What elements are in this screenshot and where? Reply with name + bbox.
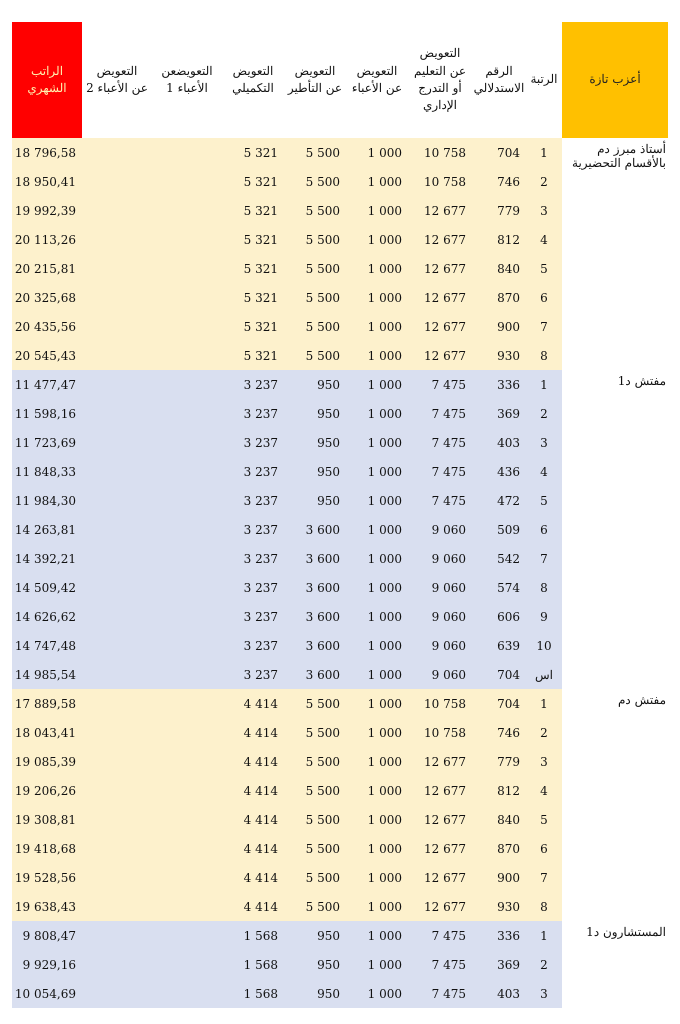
cell-supervision: 3 600 xyxy=(284,544,346,573)
cell-complementary: 3 237 xyxy=(222,544,284,573)
cell-allowance-burden-1 xyxy=(152,544,222,573)
cell-supervision: 3 600 xyxy=(284,573,346,602)
cell-supervision: 5 500 xyxy=(284,196,346,225)
cell-allowance-burden-1 xyxy=(152,225,222,254)
cell-burdens: 1 000 xyxy=(346,747,408,776)
cell-allowance-burden-1 xyxy=(152,631,222,660)
cell-allowance-burden-2 xyxy=(82,921,152,950)
cell-grade: 1 xyxy=(526,689,562,718)
cell-salary: 9 929,16 xyxy=(12,950,82,979)
cell-index: 369 xyxy=(472,399,526,428)
cell-salary: 19 992,39 xyxy=(12,196,82,225)
cell-grade: 1 xyxy=(526,370,562,399)
cell-grade: 5 xyxy=(526,254,562,283)
cell-salary: 18 043,41 xyxy=(12,718,82,747)
cell-supervision: 5 500 xyxy=(284,341,346,370)
cell-index: 403 xyxy=(472,428,526,457)
cell-burdens: 1 000 xyxy=(346,457,408,486)
cell-grade: 2 xyxy=(526,718,562,747)
cell-index: 472 xyxy=(472,486,526,515)
cell-allowance-burden-2 xyxy=(82,776,152,805)
cell-allowance-burden-2 xyxy=(82,602,152,631)
cell-salary: 20 545,43 xyxy=(12,341,82,370)
category-label-line: أستاذ مبرز دم xyxy=(597,142,666,156)
cell-burdens: 1 000 xyxy=(346,254,408,283)
cell-allowance-burden-2 xyxy=(82,660,152,689)
header-row xyxy=(12,22,668,138)
cell-grade: 7 xyxy=(526,863,562,892)
category-label xyxy=(562,689,668,921)
cell-salary: 10 054,69 xyxy=(12,979,82,1008)
cell-salary: 20 113,26 xyxy=(12,225,82,254)
cell-grade: 8 xyxy=(526,892,562,921)
cell-allowance-burden-2 xyxy=(82,834,152,863)
cell-index: 870 xyxy=(472,834,526,863)
cell-complementary: 5 321 xyxy=(222,254,284,283)
table-row xyxy=(12,921,668,950)
cell-allowance-burden-2 xyxy=(82,341,152,370)
cell-allowance-burden-1 xyxy=(152,370,222,399)
cell-complementary: 1 568 xyxy=(222,950,284,979)
cell-supervision: 5 500 xyxy=(284,312,346,341)
table-row xyxy=(12,370,668,399)
cell-education: 12 677 xyxy=(408,892,472,921)
cell-burdens: 1 000 xyxy=(346,979,408,1008)
cell-burdens: 1 000 xyxy=(346,138,408,167)
cell-education: 12 677 xyxy=(408,283,472,312)
cell-allowance-burden-2 xyxy=(82,428,152,457)
cell-supervision: 5 500 xyxy=(284,283,346,312)
cell-education: 9 060 xyxy=(408,660,472,689)
cell-burdens: 1 000 xyxy=(346,718,408,747)
cell-supervision: 5 500 xyxy=(284,689,346,718)
cell-salary: 14 626,62 xyxy=(12,602,82,631)
cell-salary: 20 215,81 xyxy=(12,254,82,283)
cell-education: 7 475 xyxy=(408,399,472,428)
header-burdens: التعويض عن الأعباء xyxy=(351,63,403,95)
cell-complementary: 4 414 xyxy=(222,689,284,718)
cell-education: 12 677 xyxy=(408,834,472,863)
cell-complementary: 1 568 xyxy=(222,979,284,1008)
cell-index: 639 xyxy=(472,631,526,660)
cell-index: 542 xyxy=(472,544,526,573)
cell-salary: 14 509,42 xyxy=(12,573,82,602)
cell-grade: 5 xyxy=(526,805,562,834)
cell-allowance-burden-2 xyxy=(82,370,152,399)
cell-index: 704 xyxy=(472,138,526,167)
cell-supervision: 3 600 xyxy=(284,602,346,631)
cell-allowance-burden-1 xyxy=(152,892,222,921)
cell-allowance-burden-2 xyxy=(82,457,152,486)
cell-index: 840 xyxy=(472,805,526,834)
cell-salary: 19 528,56 xyxy=(12,863,82,892)
cell-burdens: 1 000 xyxy=(346,921,408,950)
cell-burdens: 1 000 xyxy=(346,631,408,660)
cell-grade: 2 xyxy=(526,399,562,428)
cell-grade: 4 xyxy=(526,225,562,254)
cell-education: 7 475 xyxy=(408,979,472,1008)
cell-allowance-burden-1 xyxy=(152,167,222,196)
cell-index: 436 xyxy=(472,457,526,486)
cell-education: 10 758 xyxy=(408,167,472,196)
cell-grade: 6 xyxy=(526,834,562,863)
cell-index: 840 xyxy=(472,254,526,283)
cell-salary: 19 085,39 xyxy=(12,747,82,776)
cell-education: 7 475 xyxy=(408,457,472,486)
cell-education: 12 677 xyxy=(408,254,472,283)
cell-salary: 14 985,54 xyxy=(12,660,82,689)
cell-complementary: 3 237 xyxy=(222,399,284,428)
cell-grade: 2 xyxy=(526,950,562,979)
cell-complementary: 4 414 xyxy=(222,776,284,805)
cell-index: 900 xyxy=(472,312,526,341)
cell-index: 930 xyxy=(472,341,526,370)
cell-supervision: 5 500 xyxy=(284,167,346,196)
table-row xyxy=(12,138,668,167)
cell-allowance-burden-1 xyxy=(152,399,222,428)
cell-burdens: 1 000 xyxy=(346,660,408,689)
cell-education: 9 060 xyxy=(408,602,472,631)
cell-education: 7 475 xyxy=(408,486,472,515)
cell-allowance-burden-1 xyxy=(152,602,222,631)
header-index: الرقم الاستدلالي xyxy=(473,63,525,95)
cell-allowance-burden-2 xyxy=(82,312,152,341)
cell-complementary: 5 321 xyxy=(222,167,284,196)
cell-allowance-burden-2 xyxy=(82,718,152,747)
cell-allowance-burden-2 xyxy=(82,863,152,892)
cell-burdens: 1 000 xyxy=(346,486,408,515)
cell-salary: 19 638,43 xyxy=(12,892,82,921)
cell-burdens: 1 000 xyxy=(346,370,408,399)
cell-allowance-burden-1 xyxy=(152,689,222,718)
cell-education: 9 060 xyxy=(408,573,472,602)
cell-allowance-burden-1 xyxy=(152,660,222,689)
cell-supervision: 5 500 xyxy=(284,863,346,892)
cell-supervision: 5 500 xyxy=(284,834,346,863)
category-label-line: مفتش دم xyxy=(617,693,666,707)
cell-supervision: 950 xyxy=(284,950,346,979)
cell-complementary: 3 237 xyxy=(222,573,284,602)
cell-allowance-burden-1 xyxy=(152,921,222,950)
cell-grade: 4 xyxy=(526,776,562,805)
cell-complementary: 4 414 xyxy=(222,863,284,892)
cell-index: 704 xyxy=(472,660,526,689)
category-label-line: المستشارون د1 xyxy=(586,925,666,939)
cell-education: 9 060 xyxy=(408,544,472,573)
cell-supervision: 5 500 xyxy=(284,776,346,805)
cell-allowance-burden-2 xyxy=(82,544,152,573)
cell-allowance-burden-1 xyxy=(152,457,222,486)
cell-burdens: 1 000 xyxy=(346,950,408,979)
cell-index: 746 xyxy=(472,718,526,747)
cell-supervision: 950 xyxy=(284,428,346,457)
cell-allowance-burden-2 xyxy=(82,950,152,979)
cell-complementary: 5 321 xyxy=(222,312,284,341)
cell-grade: 4 xyxy=(526,457,562,486)
cell-allowance-burden-1 xyxy=(152,805,222,834)
cell-education: 9 060 xyxy=(408,631,472,660)
cell-burdens: 1 000 xyxy=(346,341,408,370)
cell-supervision: 950 xyxy=(284,370,346,399)
cell-allowance-burden-2 xyxy=(82,225,152,254)
cell-allowance-burden-1 xyxy=(152,254,222,283)
cell-education: 12 677 xyxy=(408,747,472,776)
cell-allowance-burden-1 xyxy=(152,138,222,167)
cell-salary: 18 950,41 xyxy=(12,167,82,196)
cell-grade: 3 xyxy=(526,428,562,457)
cell-salary: 19 206,26 xyxy=(12,776,82,805)
header-education: التعويض عن التعليم أو التدرج الإداري xyxy=(413,46,467,113)
cell-allowance-burden-1 xyxy=(152,950,222,979)
cell-salary: 18 796,58 xyxy=(12,138,82,167)
header-allowance-burden-2: التعويض عن الأعباء 2 xyxy=(86,63,148,95)
cell-salary: 20 325,68 xyxy=(12,283,82,312)
cell-allowance-burden-1 xyxy=(152,776,222,805)
cell-education: 12 677 xyxy=(408,225,472,254)
cell-supervision: 5 500 xyxy=(284,254,346,283)
cell-supervision: 5 500 xyxy=(284,225,346,254)
cell-complementary: 4 414 xyxy=(222,834,284,863)
cell-allowance-burden-2 xyxy=(82,486,152,515)
cell-grade: 10 xyxy=(526,631,562,660)
cell-education: 7 475 xyxy=(408,370,472,399)
cell-complementary: 4 414 xyxy=(222,718,284,747)
cell-burdens: 1 000 xyxy=(346,805,408,834)
cell-allowance-burden-1 xyxy=(152,486,222,515)
cell-index: 812 xyxy=(472,225,526,254)
cell-education: 12 677 xyxy=(408,312,472,341)
cell-grade: 3 xyxy=(526,747,562,776)
cell-allowance-burden-1 xyxy=(152,747,222,776)
cell-complementary: 3 237 xyxy=(222,457,284,486)
cell-index: 704 xyxy=(472,689,526,718)
cell-complementary: 5 321 xyxy=(222,283,284,312)
cell-allowance-burden-2 xyxy=(82,196,152,225)
category-label-line: بالأقسام التحضيرية xyxy=(572,156,666,170)
cell-allowance-burden-1 xyxy=(152,196,222,225)
cell-allowance-burden-2 xyxy=(82,138,152,167)
cell-index: 336 xyxy=(472,921,526,950)
cell-allowance-burden-2 xyxy=(82,979,152,1008)
cell-supervision: 5 500 xyxy=(284,138,346,167)
cell-supervision: 950 xyxy=(284,399,346,428)
category-label-line: مفتش د1 xyxy=(617,374,666,388)
cell-supervision: 950 xyxy=(284,457,346,486)
cell-burdens: 1 000 xyxy=(346,776,408,805)
cell-salary: 11 598,16 xyxy=(12,399,82,428)
cell-index: 746 xyxy=(472,167,526,196)
cell-burdens: 1 000 xyxy=(346,689,408,718)
cell-burdens: 1 000 xyxy=(346,225,408,254)
cell-supervision: 5 500 xyxy=(284,892,346,921)
cell-index: 606 xyxy=(472,602,526,631)
cell-index: 779 xyxy=(472,196,526,225)
cell-complementary: 3 237 xyxy=(222,370,284,399)
cell-grade: 6 xyxy=(526,283,562,312)
table-row xyxy=(12,689,668,718)
cell-index: 779 xyxy=(472,747,526,776)
cell-supervision: 5 500 xyxy=(284,805,346,834)
cell-burdens: 1 000 xyxy=(346,399,408,428)
cell-allowance-burden-2 xyxy=(82,399,152,428)
cell-grade: اس xyxy=(526,660,562,689)
cell-index: 369 xyxy=(472,950,526,979)
cell-complementary: 4 414 xyxy=(222,805,284,834)
cell-salary: 11 848,33 xyxy=(12,457,82,486)
cell-index: 336 xyxy=(472,370,526,399)
cell-salary: 19 308,81 xyxy=(12,805,82,834)
cell-complementary: 5 321 xyxy=(222,196,284,225)
cell-allowance-burden-1 xyxy=(152,573,222,602)
cell-allowance-burden-2 xyxy=(82,254,152,283)
header-grade: الرتبة xyxy=(530,72,558,87)
cell-allowance-burden-2 xyxy=(82,892,152,921)
cell-salary: 17 889,58 xyxy=(12,689,82,718)
cell-burdens: 1 000 xyxy=(346,863,408,892)
cell-allowance-burden-2 xyxy=(82,515,152,544)
cell-salary: 11 723,69 xyxy=(12,428,82,457)
cell-education: 12 677 xyxy=(408,341,472,370)
cell-education: 12 677 xyxy=(408,805,472,834)
cell-grade: 1 xyxy=(526,138,562,167)
cell-salary: 11 477,47 xyxy=(12,370,82,399)
cell-index: 574 xyxy=(472,573,526,602)
header-salary: الراتب الشهري xyxy=(12,22,82,138)
cell-burdens: 1 000 xyxy=(346,602,408,631)
cell-burdens: 1 000 xyxy=(346,573,408,602)
cell-index: 509 xyxy=(472,515,526,544)
cell-complementary: 4 414 xyxy=(222,892,284,921)
cell-grade: 6 xyxy=(526,515,562,544)
cell-complementary: 1 568 xyxy=(222,921,284,950)
category-label xyxy=(562,138,668,370)
cell-supervision: 3 600 xyxy=(284,660,346,689)
cell-supervision: 3 600 xyxy=(284,515,346,544)
cell-grade: 9 xyxy=(526,602,562,631)
cell-supervision: 5 500 xyxy=(284,747,346,776)
cell-allowance-burden-2 xyxy=(82,631,152,660)
cell-education: 7 475 xyxy=(408,921,472,950)
header-complementary: التعويض التكميلي xyxy=(232,63,274,95)
cell-supervision: 950 xyxy=(284,921,346,950)
cell-complementary: 5 321 xyxy=(222,138,284,167)
cell-complementary: 3 237 xyxy=(222,486,284,515)
cell-supervision: 950 xyxy=(284,979,346,1008)
cell-allowance-burden-1 xyxy=(152,515,222,544)
cell-burdens: 1 000 xyxy=(346,892,408,921)
cell-education: 10 758 xyxy=(408,689,472,718)
cell-grade: 3 xyxy=(526,196,562,225)
cell-grade: 1 xyxy=(526,921,562,950)
cell-allowance-burden-1 xyxy=(152,312,222,341)
category-label xyxy=(562,370,668,689)
cell-index: 930 xyxy=(472,892,526,921)
cell-education: 12 677 xyxy=(408,196,472,225)
header-supervision: التعويض عن التأطير xyxy=(287,63,343,95)
cell-education: 7 475 xyxy=(408,428,472,457)
cell-burdens: 1 000 xyxy=(346,515,408,544)
cell-salary: 11 984,30 xyxy=(12,486,82,515)
cell-index: 870 xyxy=(472,283,526,312)
cell-education: 12 677 xyxy=(408,863,472,892)
cell-grade: 7 xyxy=(526,312,562,341)
cell-education: 12 677 xyxy=(408,776,472,805)
cell-index: 403 xyxy=(472,979,526,1008)
cell-burdens: 1 000 xyxy=(346,312,408,341)
cell-salary: 14 263,81 xyxy=(12,515,82,544)
cell-supervision: 5 500 xyxy=(284,718,346,747)
cell-education: 7 475 xyxy=(408,950,472,979)
cell-grade: 8 xyxy=(526,341,562,370)
cell-allowance-burden-1 xyxy=(152,341,222,370)
cell-complementary: 3 237 xyxy=(222,631,284,660)
cell-allowance-burden-1 xyxy=(152,979,222,1008)
cell-education: 10 758 xyxy=(408,718,472,747)
cell-complementary: 5 321 xyxy=(222,341,284,370)
cell-allowance-burden-2 xyxy=(82,573,152,602)
cell-salary: 14 392,21 xyxy=(12,544,82,573)
cell-burdens: 1 000 xyxy=(346,196,408,225)
cell-allowance-burden-2 xyxy=(82,167,152,196)
cell-allowance-burden-1 xyxy=(152,863,222,892)
cell-burdens: 1 000 xyxy=(346,428,408,457)
cell-complementary: 3 237 xyxy=(222,602,284,631)
header-allowance-burden-1: التعويضعن الأعباء 1 xyxy=(161,63,213,95)
salary-table xyxy=(12,22,668,1008)
cell-allowance-burden-1 xyxy=(152,718,222,747)
cell-salary: 14 747,48 xyxy=(12,631,82,660)
cell-complementary: 4 414 xyxy=(222,747,284,776)
cell-allowance-burden-1 xyxy=(152,834,222,863)
cell-index: 812 xyxy=(472,776,526,805)
cell-salary: 20 435,56 xyxy=(12,312,82,341)
cell-allowance-burden-2 xyxy=(82,747,152,776)
category-label xyxy=(562,921,668,1008)
cell-education: 10 758 xyxy=(408,138,472,167)
cell-burdens: 1 000 xyxy=(346,544,408,573)
header-category: أعزب تازة xyxy=(562,22,668,138)
cell-grade: 7 xyxy=(526,544,562,573)
cell-allowance-burden-2 xyxy=(82,805,152,834)
cell-allowance-burden-2 xyxy=(82,283,152,312)
cell-grade: 3 xyxy=(526,979,562,1008)
cell-complementary: 3 237 xyxy=(222,515,284,544)
cell-index: 900 xyxy=(472,863,526,892)
cell-grade: 2 xyxy=(526,167,562,196)
cell-complementary: 3 237 xyxy=(222,660,284,689)
cell-burdens: 1 000 xyxy=(346,283,408,312)
cell-burdens: 1 000 xyxy=(346,167,408,196)
table-body xyxy=(12,138,668,1008)
cell-education: 9 060 xyxy=(408,515,472,544)
cell-grade: 8 xyxy=(526,573,562,602)
cell-burdens: 1 000 xyxy=(346,834,408,863)
cell-complementary: 5 321 xyxy=(222,225,284,254)
cell-salary: 19 418,68 xyxy=(12,834,82,863)
cell-grade: 5 xyxy=(526,486,562,515)
cell-allowance-burden-1 xyxy=(152,283,222,312)
cell-supervision: 3 600 xyxy=(284,631,346,660)
cell-complementary: 3 237 xyxy=(222,428,284,457)
cell-salary: 9 808,47 xyxy=(12,921,82,950)
cell-allowance-burden-1 xyxy=(152,428,222,457)
cell-allowance-burden-2 xyxy=(82,689,152,718)
cell-supervision: 950 xyxy=(284,486,346,515)
